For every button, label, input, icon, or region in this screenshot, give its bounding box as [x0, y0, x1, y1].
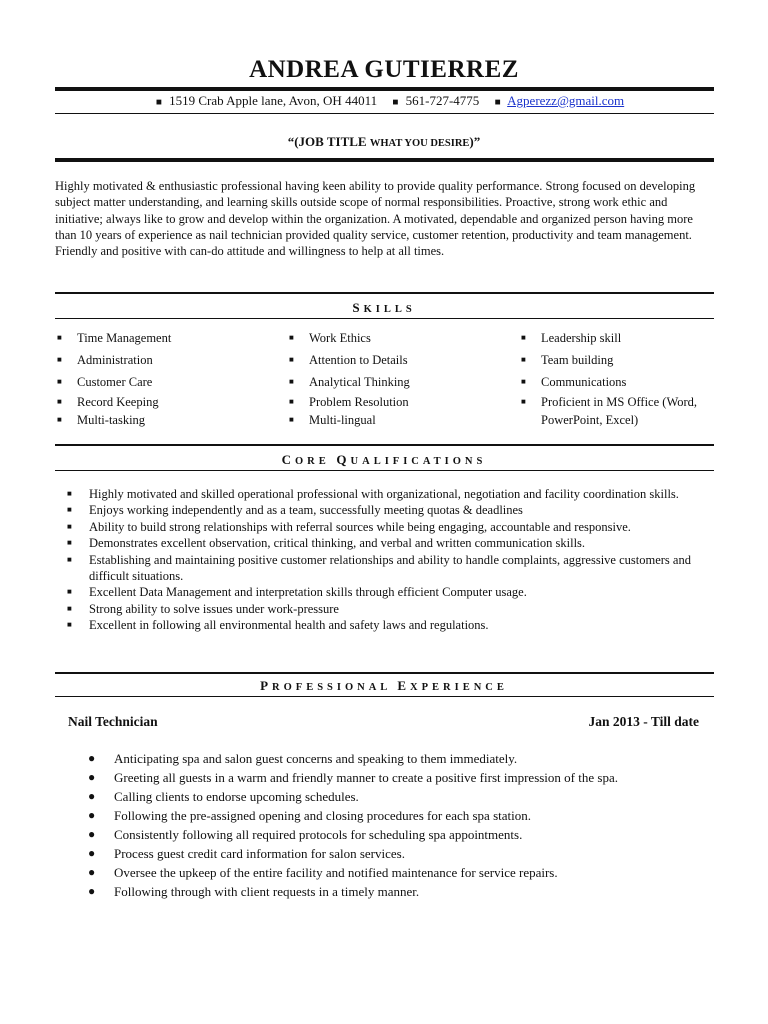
list-item: ■ Strong ability to solve issues under work-pressure — [67, 601, 339, 616]
list-item: ■ Excellent in following all environmental health and safety laws and regulations. — [67, 618, 489, 633]
job-title: “(JOB TITLE WHAT YOU DESIRE)” — [287, 134, 481, 149]
resume-page: ANDREA GUTIERREZ ■ 1519 Crab Apple lane, Avon, OH 44011 ■ 561-727-4775 ■ Agperezz@gmail.com “(JOB TITLE WHAT YOU DESIRE)” Highly motivated & enthusiastic professional having keen ability to provide quality performance. Strong focused on developing subject matter understanding, and learning skills outside scope of normal responsibilities. Proactive, strong work ethic and initiative; always like to grow and develop within the organization. A motivated, dependable and organized person having more than 10 years of experience as nail technician provided quality service, customer retention, productivity and team management. Friendly and positive with can-do attitude and willingness to help at all times. SKILLS ■ Time Management ■ Administration ■ Customer Care ■ Record Keeping ■ Multi-tasking ■ Work Ethics ■ Attention to Details ■ Analytical Thinking ■ Problem Resolution ■ Multi-lingual ■ Leadership skill ■ Team building ■ Communications ■ Proficient in MS Office (Word, PowerPoint, Excel) CORE QUALIFICATIONS ■ Highly motivated and skilled operational professional with organizational, negotiation and facility coordination skills. ■ Enjoys working independently and as a team, successfully meeting quotas & deadlines ■ Ability to build strong relationships with referral sources while being engaging, accountable and responsive. ■ Demonstrates excellent observation, critical thinking, and verbal and written communication skills. ■ Establishing and maintaining positive customer relationships and ability to handle complaints, aggressive customers and difficult situations. ■ Excellent Data Management and interpretation skills through efficient Computer usage. ■ Strong ability to solve issues under work-pressure ■ Excellent in following all environmental health and safety laws and regulations. PROFESSIONAL EXPERIENCE Nail Technician Jan 2013 - Till date ● Anticipating spa and salon guest concerns and speaking to them immediately. ● Greeting all guests in a warm and friendly manner to create a positive first impression of the spa. ● Calling clients to endorse upcoming schedules. ● Following the pre-assigned opening and closing procedures for each spa station. ● Consistently following all required protocols for scheduling spa appointments. ● Process guest credit card information for salon services. ● Oversee the upkeep of the entire facility and notified maintenance for service repairs. ● Following through with client requests in a timely manner. — [0, 0, 768, 1024]
skills-rule-top — [55, 292, 714, 294]
experience-rule-bottom — [55, 696, 714, 697]
list-item: ■ Highly motivated and skilled operational professional with organizational, negotiation and facility coordination skills. — [67, 487, 679, 501]
phone: 561-727-4775 — [405, 93, 480, 108]
list-item: ● Following the pre-assigned opening and closing procedures for each spa station. — [88, 808, 531, 823]
list-item: ■ Establishing and maintaining positive customer relationships and ability to handle complaints, aggressive customers and difficult situations. — [67, 552, 691, 584]
contact-line — [0, 93, 768, 109]
job-title-rule — [55, 158, 714, 162]
bullet-square-icon: ■ — [392, 97, 399, 108]
email-link[interactable]: Agperezz@gmail.com — [507, 93, 625, 108]
list-item: ● Process guest credit card information for salon services. — [88, 846, 405, 861]
list-item: ● Consistently following all required protocols for scheduling spa appointments. — [88, 827, 523, 842]
qualifications-heading: CORE QUALIFICATIONS — [281, 452, 487, 467]
address: 1519 Crab Apple lane, Avon, OH 44011 — [169, 93, 378, 108]
list-item: ● Calling clients to endorse upcoming schedules. — [88, 789, 359, 804]
list-item: ■ Excellent Data Management and interpretation skills through efficient Computer usage. — [67, 585, 527, 600]
qualifications-list — [67, 486, 707, 634]
qualifications-rule-top — [55, 444, 714, 446]
bullet-square-icon: ■ — [155, 97, 162, 108]
job-dates: Jan 2013 - Till date — [588, 714, 699, 729]
applicant-name: ANDREA GUTIERREZ — [249, 56, 519, 83]
list-item: ● Anticipating spa and salon guest concerns and speaking to them immediately. — [88, 751, 518, 766]
contact-rule — [55, 113, 714, 114]
summary-paragraph: Highly motivated & enthusiastic professional having keen ability to provide quality performance. Strong focused on developing subject matter understanding, and learning skills outside scope of normal responsibilities. Proactive, strong work ethic and initiative; always like to grow and develop within the organization. A motivated, dependable and organized person having more than 10 years of experience as nail technician provided quality service, customer retention, productivity and team management. Friendly and positive with can-do attitude and willingness to help at all times. — [55, 179, 696, 259]
list-item: ● Oversee the upkeep of the entire facility and notified maintenance for service repairs. — [88, 865, 558, 880]
list-item: ● Greeting all guests in a warm and friendly manner to create a positive first impression of the spa. — [88, 770, 618, 785]
header-rule — [55, 87, 714, 91]
list-item: ● Following through with client requests in a timely manner. — [88, 884, 420, 899]
experience-list — [88, 749, 718, 901]
list-item: ■ Ability to build strong relationships with referral sources while being engaging, accountable and responsive. — [67, 519, 631, 534]
qualifications-rule-bottom — [55, 470, 714, 471]
list-item: ■ Enjoys working independently and as a team, successfully meeting quotas & deadlines — [67, 503, 523, 518]
experience-heading: PROFESSIONAL EXPERIENCE — [260, 678, 508, 693]
bullet-square-icon: ■ — [494, 97, 501, 108]
list-item: ■ Demonstrates excellent observation, critical thinking, and verbal and written communication skills. — [67, 536, 586, 551]
skills-rule-bottom — [55, 318, 714, 319]
skills-heading: SKILLS — [352, 300, 416, 315]
job-position-title: Nail Technician — [68, 714, 158, 729]
experience-rule-top — [55, 672, 714, 674]
